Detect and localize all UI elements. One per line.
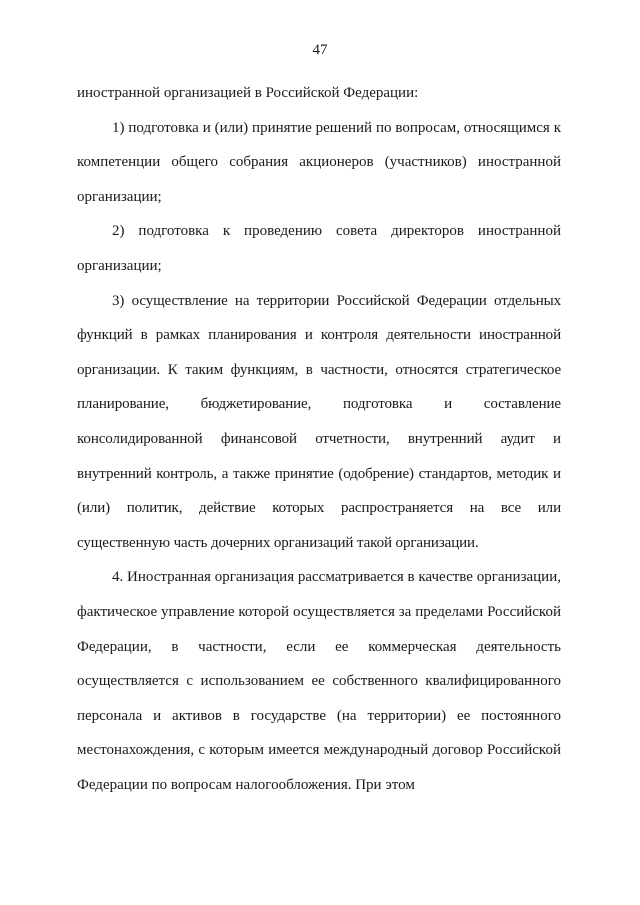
paragraph-item-2: 2) подготовка к проведению совета директоров иностранной организации; [77, 223, 561, 274]
paragraph-intro-line: иностранной организацией в Российской Федерации: [77, 85, 419, 101]
paragraph-item-3: 3) осуществление на территории Российской Федерации отдельных функций в рамках планирования и контроля деятельности иностранной организации. К таким функциям, в частности, относятся стратегическое планирование, бюджетирование, подготовка и составление консолидированной финансовой отчетности, внутренний аудит и внутренний контроль, а также принятие (одобрение) стандартов, методик и (или) политик, действие которых распространяется на все или существенную часть дочерних организаций такой организации. [77, 292, 561, 551]
paragraph-item-1: 1) подготовка и (или) принятие решений по вопросам, относящимся к компетенции общего собрания акционеров (участников) иностранной организации; [77, 119, 561, 205]
document-body [77, 76, 561, 802]
page-number: 47 [312, 42, 328, 58]
paragraph-clause-4: 4. Иностранная организация рассматривается в качестве организации, фактическое управление которой осуществляется за пределами Российской Федерации, в частности, если ее коммерческая деятельность осуществляется с использованием ее собственного квалифицированного персонала и активов в государстве (на территории) ее постоянного местонахождения, с которым имеется международный договор Российской Федерации по вопросам налогообложения. При этом [77, 569, 561, 793]
